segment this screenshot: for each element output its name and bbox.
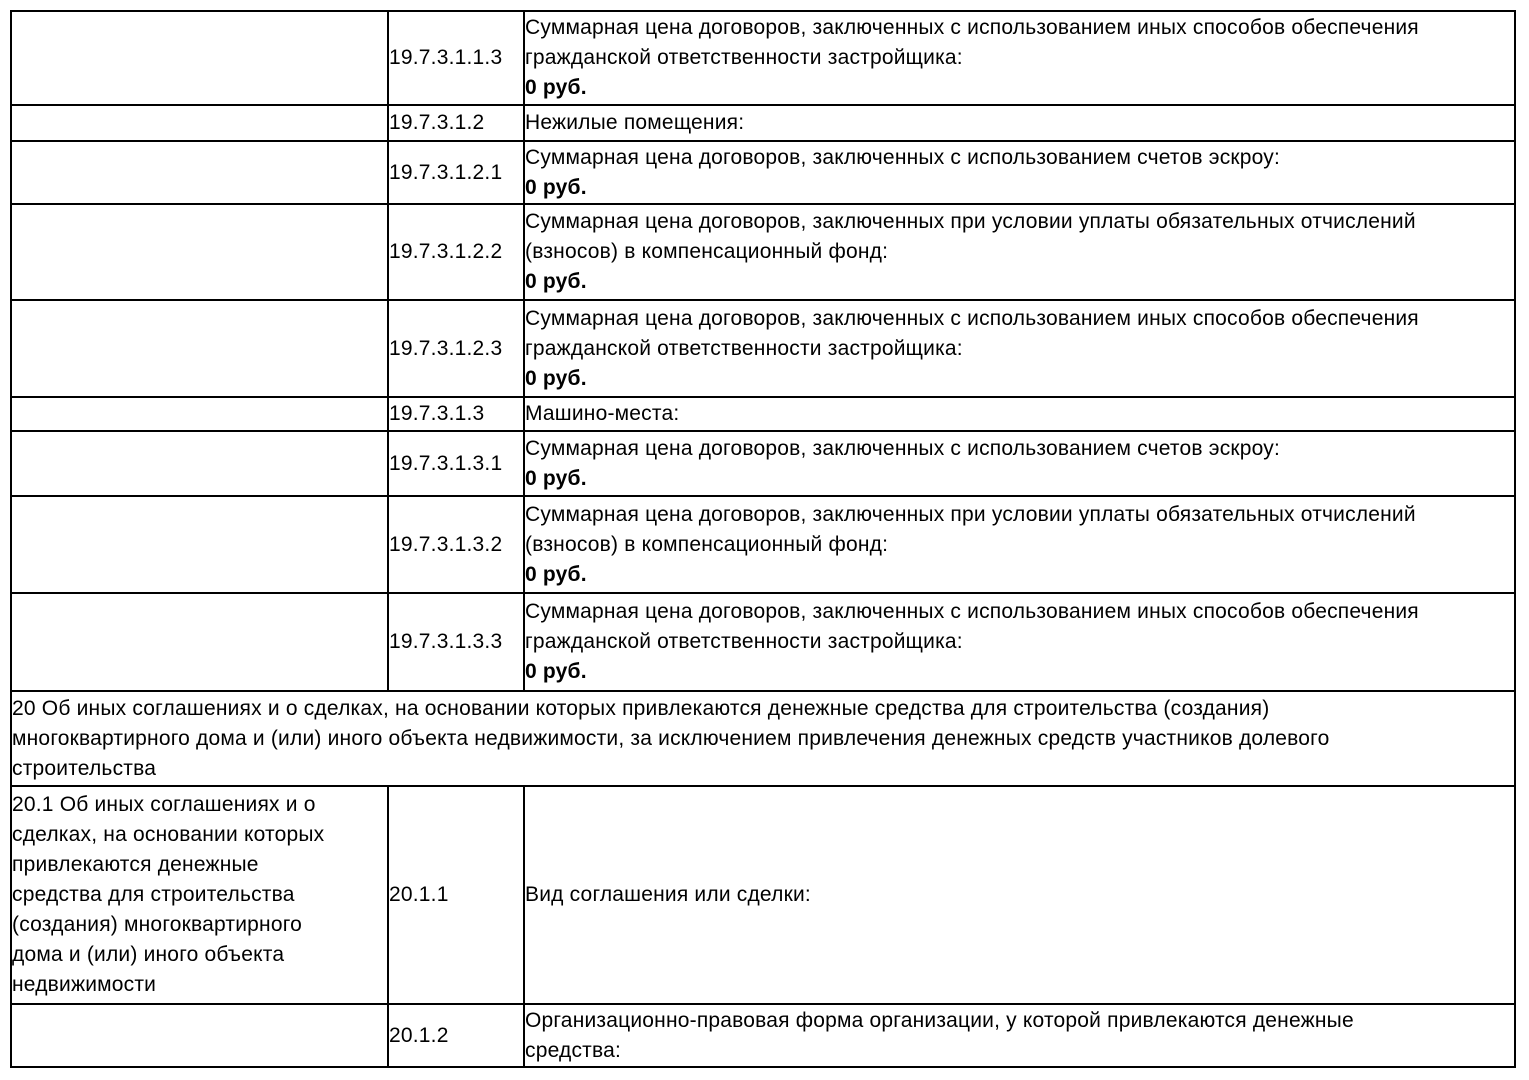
table-row (11, 141, 1515, 204)
row-number-cell: 19.7.3.1.3.1 (388, 431, 524, 496)
section-header-cell (11, 691, 1515, 786)
content-line: гражданской ответственности застройщика: (525, 46, 963, 69)
table-row (11, 300, 1515, 397)
table-row (11, 11, 1515, 105)
content-line: гражданской ответственности застройщика: (525, 630, 963, 653)
table-row (11, 1004, 1515, 1067)
content-line: Организационно-правовая форма организации, у которой привлекаются денежные (525, 1008, 1354, 1032)
content-line: (взносов) в компенсационный фонд: (525, 240, 889, 263)
row-number-cell: 19.7.3.1.2.1 (388, 141, 524, 204)
row-content-cell (524, 141, 1515, 204)
content-line: средства: (525, 1038, 622, 1062)
row-content-cell (524, 300, 1515, 397)
row-content-cell (524, 105, 1515, 141)
category-line: средства для строительства (12, 883, 295, 906)
category-line: 20.1 Об иных соглашениях и о (12, 793, 316, 816)
category-cell (11, 496, 388, 593)
category-cell (11, 397, 388, 431)
value-line: 0 руб. (525, 366, 587, 390)
row-number-cell: 19.7.3.1.1.3 (388, 11, 524, 105)
category-cell (11, 593, 388, 691)
content-line: Суммарная цена договоров, заключенных с использованием иных способов обеспечения (525, 16, 1419, 39)
value-line: 0 руб. (525, 660, 587, 683)
content-line: Суммарная цена договоров, заключенных при условии уплаты обязательных отчислений (525, 502, 1416, 526)
content-line: гражданской ответственности застройщика: (525, 336, 963, 360)
declaration-table (10, 10, 1516, 1068)
table-row (11, 204, 1515, 300)
row-content-cell (524, 431, 1515, 496)
row-number-cell: 19.7.3.1.2.3 (388, 300, 524, 397)
content-line: Суммарная цена договоров, заключенных с использованием счетов эскроу: (525, 145, 1281, 169)
content-line: Суммарная цена договоров, заключенных с использованием счетов эскроу: (525, 436, 1281, 460)
category-cell (11, 11, 388, 105)
category-cell (11, 105, 388, 141)
row-number-cell: 20.1.2 (388, 1004, 524, 1067)
declaration-table-body (11, 11, 1515, 1067)
row-content-cell (524, 11, 1515, 105)
category-cell (11, 431, 388, 496)
row-content-cell (524, 397, 1515, 431)
value-line: 0 руб. (525, 76, 587, 99)
row-number-cell: 19.7.3.1.2 (388, 105, 524, 141)
table-row (11, 496, 1515, 593)
table-row (11, 691, 1515, 786)
content-line: Суммарная цена договоров, заключенных при условии уплаты обязательных отчислений (525, 210, 1416, 233)
category-cell (11, 786, 388, 1004)
value-line: 0 руб. (525, 270, 587, 293)
row-content-cell (524, 204, 1515, 300)
value-line: 0 руб. (525, 466, 587, 490)
content-line: Нежилые помещения: (525, 111, 745, 134)
category-cell (11, 141, 388, 204)
row-number-cell: 19.7.3.1.3.2 (388, 496, 524, 593)
content-line: (взносов) в компенсационный фонд: (525, 532, 889, 556)
category-cell (11, 1004, 388, 1067)
section-header-line: 20 Об иных соглашениях и о сделках, на основании которых привлекаются денежные средства для строительства (создания) (12, 696, 1270, 720)
table-row (11, 593, 1515, 691)
table-row (11, 397, 1515, 431)
row-number-cell: 19.7.3.1.3.3 (388, 593, 524, 691)
content-line: Вид соглашения или сделки: (525, 883, 811, 906)
category-cell (11, 300, 388, 397)
category-line: недвижимости (12, 973, 157, 996)
row-content-cell (524, 593, 1515, 691)
table-row (11, 105, 1515, 141)
table-row (11, 431, 1515, 496)
content-line: Суммарная цена договоров, заключенных с использованием иных способов обеспечения (525, 600, 1419, 623)
category-line: привлекаются денежные (12, 853, 259, 876)
category-cell (11, 204, 388, 300)
row-number-cell: 19.7.3.1.2.2 (388, 204, 524, 300)
row-content-cell (524, 1004, 1515, 1067)
value-line: 0 руб. (525, 562, 587, 586)
row-content-cell (524, 496, 1515, 593)
row-number-cell: 20.1.1 (388, 786, 524, 1004)
category-line: дома и (или) иного объекта (12, 943, 285, 966)
content-line: Машино-места: (525, 402, 680, 425)
table-row (11, 786, 1515, 1004)
content-line: Суммарная цена договоров, заключенных с использованием иных способов обеспечения (525, 306, 1419, 330)
section-header-line: строительства (12, 756, 157, 780)
row-number-cell: 19.7.3.1.3 (388, 397, 524, 431)
category-line: (создания) многоквартирного (12, 913, 302, 936)
section-header-line: многоквартирного дома и (или) иного объекта недвижимости, за исключением привлечения денежных средств участников долевого (12, 726, 1330, 750)
row-content-cell (524, 786, 1515, 1004)
value-line: 0 руб. (525, 175, 587, 199)
category-line: сделках, на основании которых (12, 823, 325, 846)
